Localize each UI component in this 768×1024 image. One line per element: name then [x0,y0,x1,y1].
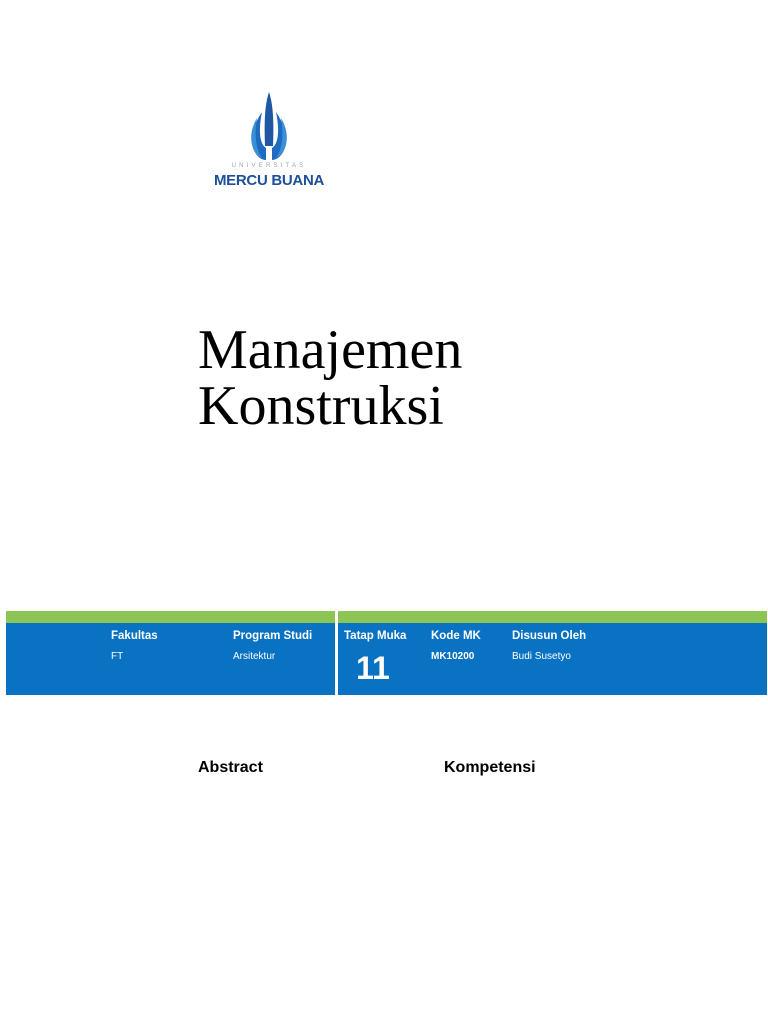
kode-mk-value: MK10200 [431,651,475,662]
green-band-left [6,611,335,623]
green-band-right [338,611,767,623]
fakultas-label: Fakultas [111,630,158,642]
title-line-2: Konstruksi [198,375,444,437]
program-studi-label: Program Studi [233,630,313,642]
title-line-1: Manajemen [198,319,463,381]
abstract-heading: Abstract [198,759,263,776]
document-title [198,319,463,437]
kompetensi-heading: Kompetensi [444,759,536,776]
tatap-muka-value: 11 [356,650,390,686]
program-studi-value: Arsitektur [233,651,276,662]
logo-university-name: MERCU BUANA [213,172,325,189]
university-logo [200,86,338,192]
flame-emblem-icon [246,90,292,162]
disusun-oleh-label: Disusun Oleh [512,630,587,642]
logo-universitas-text: UNIVERSITAS [231,163,307,169]
tatap-muka-label: Tatap Muka [344,630,407,642]
kode-mk-label: Kode MK [431,630,481,642]
fakultas-value: FT [111,651,124,662]
disusun-oleh-value: Budi Susetyo [512,651,571,662]
